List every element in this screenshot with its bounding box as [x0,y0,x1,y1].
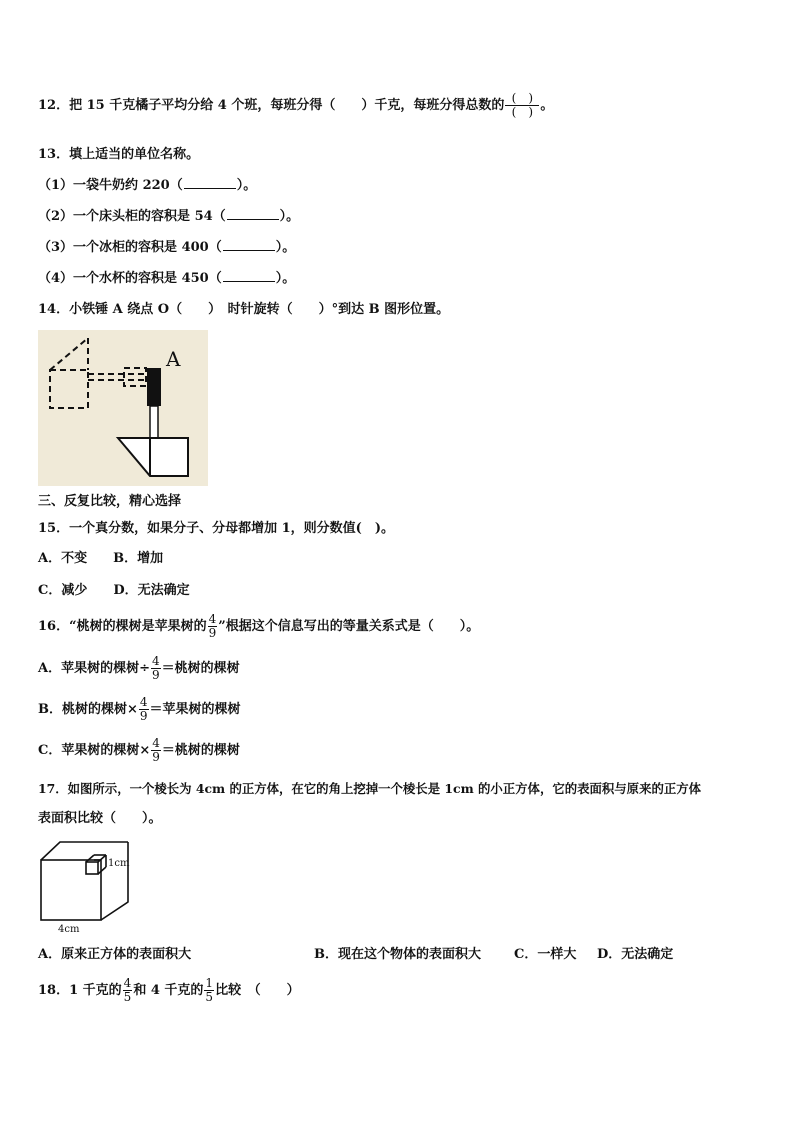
q13-item-4: （4）一个水杯的容积是 450（ ）。 [38,271,296,286]
q15-options-cd: C．减少 D．无法确定 [38,583,190,598]
q12-fraction-blank: $\frac{( )}{( )}$ [505,92,539,119]
section-heading: 三、反复比较，精心选择 [38,494,182,509]
q12-text: 12．把 15 千克橘子平均分给 4 个班，每班分得（ ）千克，每班分得总数的 [38,98,505,113]
question-14: 14．小铁锤 A 绕点 O（ ） 时针旋转（ ）°到达 B 图形位置。 [38,302,450,317]
fraction: $\frac{4}{9}$ [151,654,160,682]
answer-blank[interactable] [184,176,236,189]
fraction: $\frac{4}{9}$ [152,736,160,764]
answer-blank[interactable] [223,238,275,251]
q17-cube-figure [38,838,142,934]
q13-item-3: （3）一个冰柜的容积是 400（ ）。 [38,240,296,255]
question-13-stem: 13．填上适当的单位名称。 [38,147,200,162]
q16-option-a: A．苹果树的棵树÷ $\frac{4}{9}$ ＝桃树的棵树 [38,654,240,682]
figure-label-a: A [166,347,181,371]
answer-blank[interactable] [223,269,275,282]
fraction: $\frac{4}{5}$ [123,976,132,1004]
q16-option-b: B．桃树的棵树× $\frac{4}{9}$ ＝苹果树的棵树 [38,695,241,723]
q15-options-ab: A．不变 B．增加 [38,551,164,566]
fraction: $\frac{4}{9}$ [139,695,148,723]
q17-option-a: A．原来正方体的表面积大 [38,947,192,962]
question-15: 15．一个真分数，如果分子、分母都增加 1，则分数值( )。 [38,521,394,536]
answer-blank[interactable] [227,207,279,220]
hammer-a-handle [150,406,158,438]
question-17-line1: 17．如图所示，一个棱长为 4cm 的正方体，在它的角上挖掉一个棱长是 1cm 的小正方体，它的表面积与原来的正方体 [38,781,702,796]
hammer-a-head [147,368,161,406]
small-cube-label: 1cm [108,858,130,869]
question-12: 12．把 15 千克橘子平均分给 4 个班，每班分得（ ）千克，每班分得总数的 $\frac{( )}{( )}$ 。 [38,91,554,119]
q17-option-c: C．一样大 [514,947,577,962]
q17-option-b: B．现在这个物体的表面积大 [314,947,481,962]
q16-option-c: C．苹果树的棵树× $\frac{4}{9}$ ＝桃树的棵树 [38,736,240,764]
question-17-line2: 表面积比较（ ）。 [38,811,162,826]
big-cube-label: 4cm [58,924,80,934]
question-16: 16．“桃树的棵树是苹果树的 $\frac{4}{9}$ ”根据这个信息写出的等量关系式是（ ）。 [38,612,480,640]
q13-item-1: （1）一袋牛奶约 220（ ）。 [38,178,257,193]
question-18: 18．1 千克的 $\frac{4}{5}$ 和 4 千克的 $\frac{1}{5}$ 比较 （ ） [38,976,300,1004]
q13-item-2: （2）一个床头柜的容积是 54（ ）。 [38,209,300,224]
q14-figure-hammer-rotation [38,330,208,486]
fraction: $\frac{4}{9}$ [208,612,217,640]
q17-option-d: D．无法确定 [597,947,674,962]
fraction: $\frac{1}{5}$ [205,976,214,1004]
